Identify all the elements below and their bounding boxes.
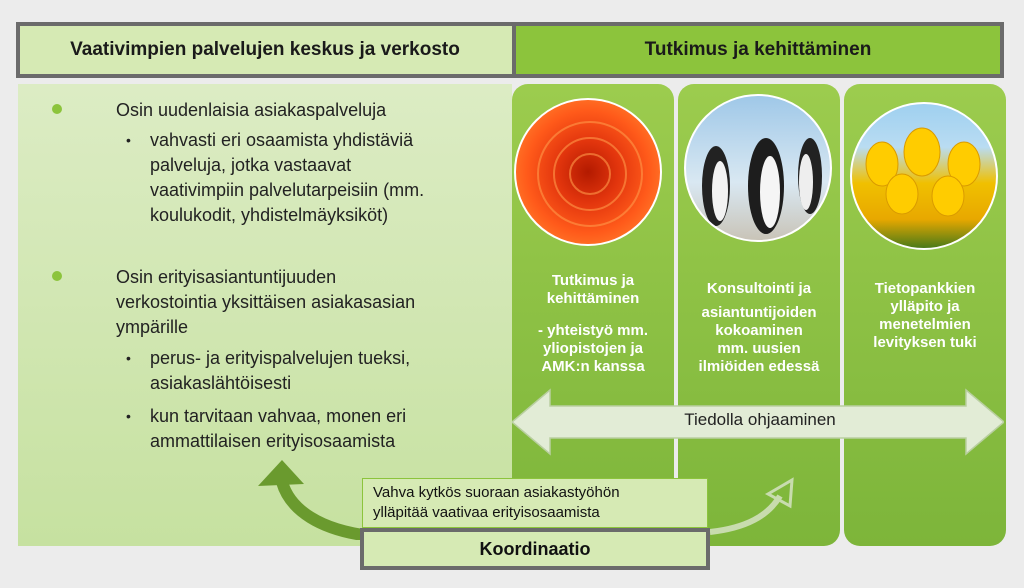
sub-bullet-icon: • [126,350,131,366]
column-research [512,84,674,546]
bullet-1-sub-1 [128,128,424,228]
kytkos-box [362,478,708,528]
column-text-line: mm. uusien [717,340,801,357]
column-text-line: - yhteistyö mm. [537,322,649,339]
bullet-2-line: verkostointia yksittäisen asiakasasian [116,292,416,312]
bullet-2 [82,265,415,340]
penguins-photo-icon [684,94,832,242]
sub-line: asiakaslähtöisesti [150,373,292,393]
column-text-line: Tutkimus ja [551,272,635,289]
sub-line: vahvasti eri osaamista yhdistäviä [150,130,414,150]
sub-bullet-icon: • [126,132,131,148]
column-knowledge [844,84,1006,546]
column-text-line: kehittäminen [546,290,640,307]
sub-line: palveluja, jotka vastaavat [150,155,352,175]
column-text-line: Tietopankkien [874,280,976,297]
column-text-line: kokoaminen [715,322,803,339]
column-text-line: AMK:n kanssa [541,358,645,375]
yellow-tulips-photo-icon [850,102,998,250]
bullet-1 [82,98,386,123]
bullet-dot-icon [52,104,62,114]
bullet-2-sub-1 [128,346,410,396]
header-right-title: Tutkimus ja kehittäminen [512,26,1000,74]
bullet-2-line: ympärille [116,317,189,337]
column-text-line: yliopistojen ja [542,340,644,357]
bullet-dot-icon [52,271,62,281]
column-text-line: ilmiöiden edessä [698,358,820,375]
header-left-title: Vaativimpien palvelujen keskus ja verkosto [70,39,460,60]
column-text-line: asiantuntijoiden [701,304,817,321]
bullet-2-sub-2 [128,404,406,454]
red-flower-photo-icon [514,98,662,246]
sub-line: ammattilaisen erityisosaamista [150,431,396,451]
sub-line: koulukodit, yhdistelmäyksiköt) [150,205,389,225]
column-text-line: ylläpito ja [890,298,960,315]
bullet-1-text: Osin uudenlaisia asiakaspalveluja [116,100,387,120]
kytkos-line: Vahva kytkös suoraan asiakastyöhön [373,484,620,501]
bullet-2-line: Osin erityisasiantuntijuuden [116,267,337,287]
column-text-line: levityksen tuki [873,334,977,351]
sub-line: kun tarvitaan vahvaa, monen eri [150,406,407,426]
sub-line: vaativimpiin palvelutarpeisiin (mm. [150,180,425,200]
sub-line: perus- ja erityispalvelujen tueksi, [150,348,411,368]
sub-bullet-icon: • [126,408,131,424]
kytkos-line: ylläpitää vaativaa erityisosaamista [373,504,600,521]
koordinaatio-box: Koordinaatio [360,528,710,570]
curved-arrow-right-icon [706,476,806,536]
column-text-line: Konsultointi ja [706,280,812,297]
column-text-line: menetelmien [879,316,971,333]
strip-label: Tiedolla ohjaaminen [684,410,836,429]
